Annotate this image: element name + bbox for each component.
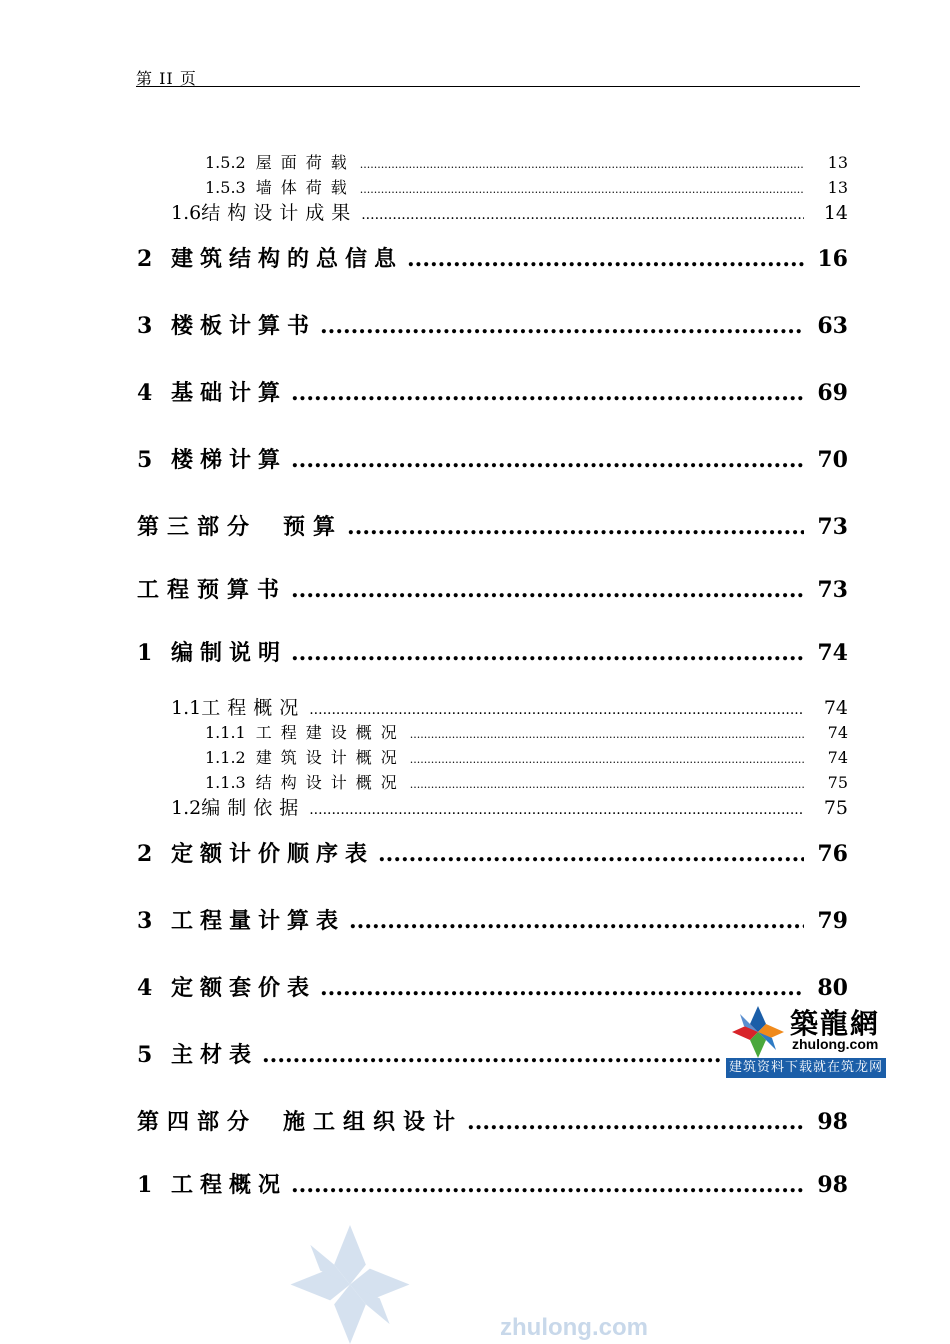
toc-page: 74	[823, 697, 848, 719]
toc-entry[interactable]	[137, 1038, 726, 1069]
toc-title: 结构设计成果	[201, 202, 358, 224]
toc-number: 5	[137, 1042, 153, 1068]
toc-page: 74	[817, 640, 848, 666]
toc-title: 基础计算	[171, 380, 288, 406]
toc-number: 1.2	[171, 797, 202, 819]
header-divider	[136, 86, 860, 87]
toc-page: 79	[817, 908, 848, 934]
toc-number: 1.1.3	[205, 773, 246, 792]
toc-page: 14	[823, 202, 848, 224]
toc-entry[interactable]	[171, 693, 848, 720]
toc-leader	[262, 1042, 722, 1068]
toc-leader	[291, 447, 804, 473]
toc-number: 1.1	[171, 697, 202, 719]
toc-title: 屋面荷载	[255, 153, 356, 172]
toc-page: 75	[823, 797, 848, 819]
toc-number: 1.1.1	[205, 723, 246, 742]
toc-entry[interactable]	[205, 770, 848, 793]
toc-title: 楼梯计算	[171, 447, 288, 473]
toc-title: 定额计价顺序表	[171, 841, 375, 867]
toc-leader	[309, 702, 804, 718]
toc-title: 结构设计概况	[255, 773, 406, 792]
toc-title: 墙体荷载	[255, 178, 356, 197]
toc-number: 3	[137, 313, 153, 339]
toc-number: 2	[137, 246, 153, 272]
toc-leader	[467, 1109, 804, 1135]
toc-entry[interactable]	[137, 242, 848, 273]
page-number-label: 第 II 页	[136, 69, 197, 88]
toc-number: 4	[137, 380, 153, 406]
toc-entry[interactable]	[137, 1168, 848, 1199]
toc-part-label: 第三部分	[137, 514, 258, 540]
toc-page: 74	[827, 723, 848, 742]
toc-entry[interactable]	[205, 175, 848, 198]
toc-page: 76	[817, 841, 848, 867]
toc-number: 1	[137, 1172, 153, 1198]
toc-title: 工程概况	[171, 1172, 288, 1198]
toc-page: 13	[827, 153, 848, 172]
toc-part-entry[interactable]	[137, 1105, 848, 1136]
toc-page: 98	[817, 1109, 848, 1135]
watermark-flower-icon	[290, 1225, 410, 1344]
brand-slogan: 建筑资料下载就在筑龙网	[726, 1058, 886, 1078]
toc-number: 2	[137, 841, 153, 867]
toc-number: 4	[137, 975, 153, 1001]
brand-name-cn: 築龍網	[790, 1007, 881, 1040]
toc-entry[interactable]	[137, 837, 848, 868]
toc-number: 1.1.2	[205, 748, 246, 767]
toc-leader	[407, 246, 804, 272]
toc-title: 工程预算书	[137, 577, 288, 603]
toc-leader	[291, 640, 804, 666]
toc-leader	[360, 158, 804, 171]
toc-page: 73	[817, 577, 848, 603]
toc-page: 16	[817, 246, 848, 272]
toc-title: 编制说明	[171, 640, 288, 666]
toc-leader	[291, 577, 804, 603]
toc-part-entry[interactable]	[137, 573, 848, 604]
toc-number: 3	[137, 908, 153, 934]
toc-leader	[410, 778, 804, 791]
toc-leader	[360, 183, 804, 196]
toc-title: 工程量计算表	[171, 908, 346, 934]
toc-title: 建筑结构的总信息	[171, 246, 404, 272]
toc-page: 70	[817, 447, 848, 473]
toc-number: 5	[137, 447, 153, 473]
toc-leader	[349, 908, 804, 934]
toc-leader	[361, 207, 804, 223]
toc-leader	[320, 313, 804, 339]
toc-title: 工程建设概况	[255, 723, 406, 742]
toc-entry[interactable]	[137, 636, 848, 667]
toc-number: 1.5.2	[205, 153, 246, 172]
toc-title: 建筑设计概况	[255, 748, 406, 767]
toc-entry[interactable]	[137, 443, 848, 474]
toc-title: 定额套价表	[171, 975, 317, 1001]
toc-title: 编制依据	[201, 797, 306, 819]
flower-logo-icon	[730, 1004, 786, 1060]
zhulong-logo[interactable]	[726, 1000, 886, 1080]
toc-entry[interactable]	[137, 971, 848, 1002]
toc-title: 预算	[283, 514, 344, 540]
toc-page: 13	[827, 178, 848, 197]
toc-number: 1.6	[171, 202, 202, 224]
toc-page: 74	[827, 748, 848, 767]
toc-page: 80	[817, 975, 848, 1001]
toc-leader	[410, 728, 804, 741]
toc-leader	[291, 1172, 804, 1198]
toc-entry[interactable]	[137, 904, 848, 935]
toc-title: 主材表	[171, 1042, 259, 1068]
toc-entry[interactable]	[205, 745, 848, 768]
toc-leader	[378, 841, 804, 867]
toc-entry[interactable]	[137, 309, 848, 340]
toc-number: 1.5.3	[205, 178, 246, 197]
toc-leader	[320, 975, 804, 1001]
toc-title: 工程概况	[201, 697, 306, 719]
toc-page: 75	[827, 773, 848, 792]
toc-entry[interactable]	[171, 198, 848, 225]
toc-page: 69	[817, 380, 848, 406]
toc-leader	[309, 802, 804, 818]
toc-part-label: 第四部分	[137, 1109, 258, 1135]
toc-leader	[410, 753, 804, 766]
toc-page: 63	[817, 313, 848, 339]
toc-title: 施工组织设计	[283, 1109, 464, 1135]
toc-entry[interactable]	[205, 720, 848, 743]
toc-leader	[347, 514, 804, 540]
toc-entry[interactable]	[171, 793, 848, 820]
brand-name-en: zhulong.com	[792, 1036, 879, 1052]
toc-page: 98	[817, 1172, 848, 1198]
toc-entry[interactable]	[137, 376, 848, 407]
toc-title: 楼板计算书	[171, 313, 317, 339]
toc-leader	[291, 380, 804, 406]
toc-part-entry[interactable]	[137, 510, 848, 541]
watermark-text: zhulong.com	[500, 1314, 648, 1341]
toc-page: 73	[817, 514, 848, 540]
toc-number: 1	[137, 640, 153, 666]
toc-entry[interactable]	[205, 150, 848, 173]
